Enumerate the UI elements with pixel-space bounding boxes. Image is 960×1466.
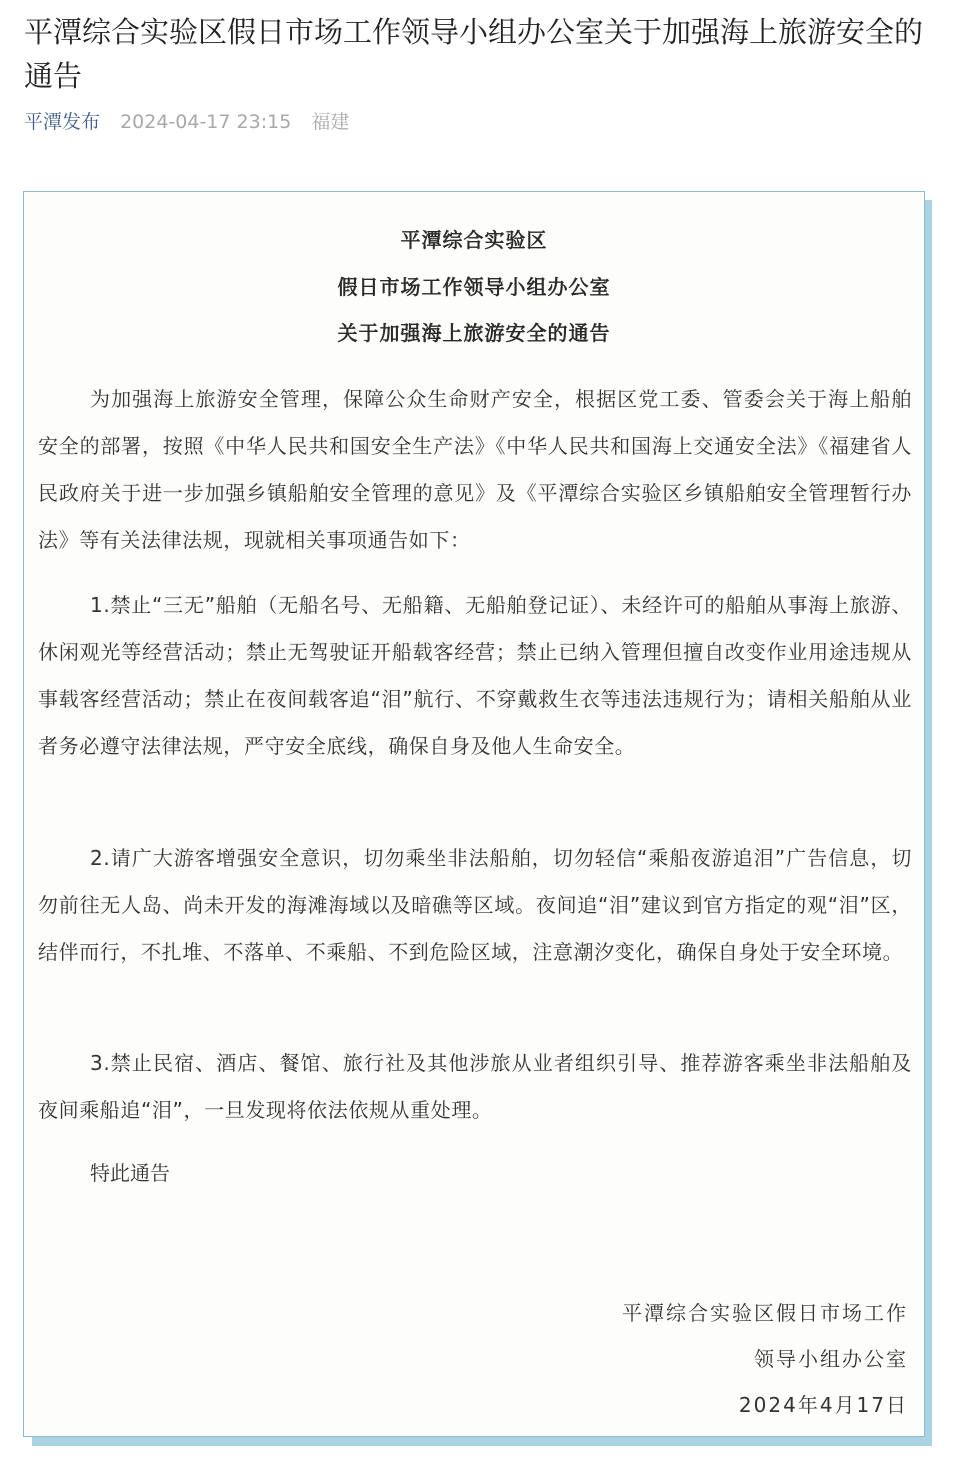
notice-heading-line-2: 假日市场工作领导小组办公室 <box>337 275 611 299</box>
signature-org-line-1: 平潭综合实验区假日市场工作 <box>622 1301 908 1325</box>
notice-heading-line-3: 关于加强海上旅游安全的通告 <box>337 321 611 345</box>
signature-date: 2024年4月17日 <box>738 1393 908 1417</box>
notice-image <box>23 191 925 1437</box>
publish-region: 福建 <box>311 111 350 133</box>
notice-intro-paragraph: 为加强海上旅游安全管理，保障公众生命财产安全，根据区党工委、管委会关于海上船舶安全的部署，按照《中华人民共和国安全生产法》《中华人民共和国海上交通安全法》《福建省人民政府关于进一步加强乡镇船舶安全管理的意见》及《平潭综合实验区乡镇船舶安全管理暂行办法》等有关法律法规，现就相关事项通告如下： <box>38 387 912 552</box>
source-link[interactable]: 平潭发布 <box>24 111 101 133</box>
notice-closing: 特此通告 <box>90 1161 170 1185</box>
signature-org-line-2: 领导小组办公室 <box>754 1347 908 1371</box>
article-meta <box>24 108 349 136</box>
publish-time: 2024-04-17 23:15 <box>120 111 292 133</box>
notice-heading-line-1: 平潭综合实验区 <box>400 228 548 252</box>
notice-item-3: 3.禁止民宿、酒店、餐馆、旅行社及其他涉旅从业者组织引导、推荐游客乘坐非法船舶及夜间乘船追“泪”，一旦发现将依法依规从重处理。 <box>38 1051 912 1122</box>
notice-item-2: 2.请广大游客增强安全意识，切勿乘坐非法船舶，切勿轻信“乘船夜游追泪”广告信息，切勿前往无人岛、尚未开发的海滩海域以及暗礁等区域。夜间追“泪”建议到官方指定的观“泪”区，结伴而行，不扎堆、不落单、不乘船、不到危险区域，注意潮汐变化，确保自身处于安全环境。 <box>38 846 912 964</box>
notice-item-1: 1.禁止“三无”船舶（无船名号、无船籍、无船舶登记证）、未经许可的船舶从事海上旅游、休闲观光等经营活动；禁止无驾驶证开船载客经营；禁止已纳入管理但擅自改变作业用途违规从事载客经营活动；禁止在夜间载客追“泪”航行、不穿戴救生衣等违法违规行为；请相关船舶从业者务必遵守法律法规，严守安全底线，确保自身及他人生命安全。 <box>38 593 912 758</box>
article-title: 平潭综合实验区假日市场工作领导小组办公室关于加强海上旅游安全的通告 <box>24 15 924 93</box>
